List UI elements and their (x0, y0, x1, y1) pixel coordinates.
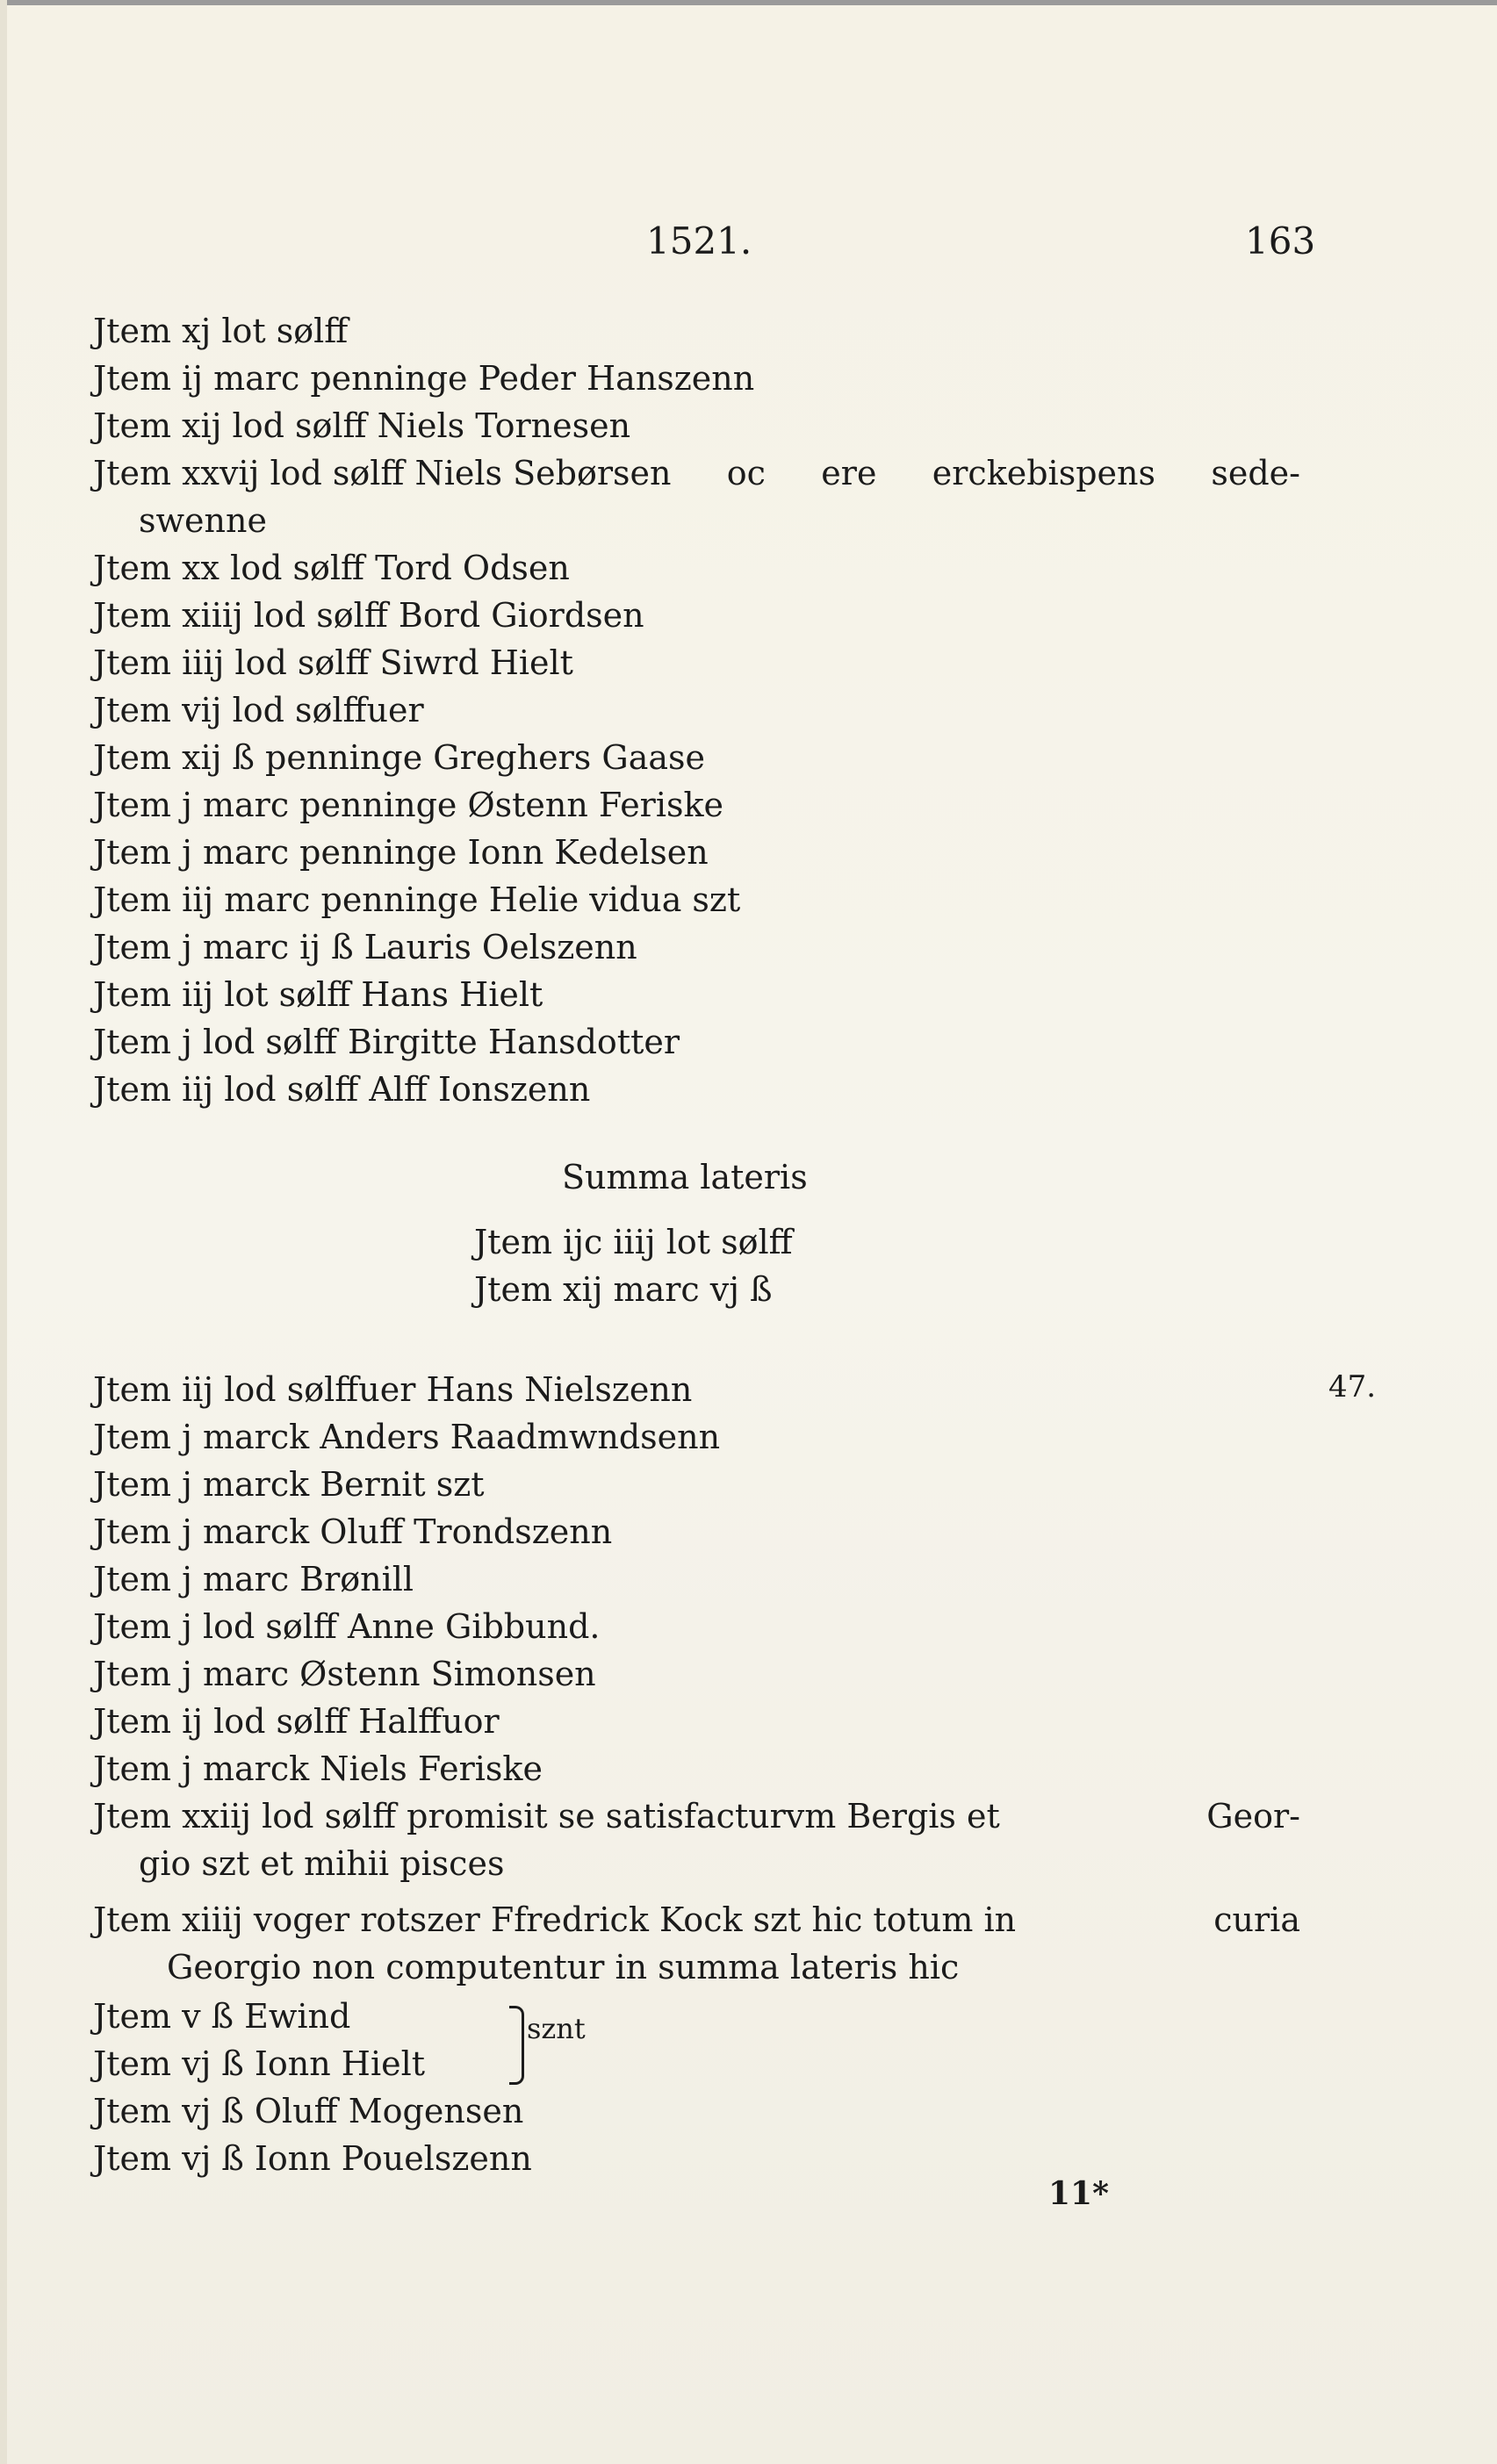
ledger-line: Jtem j marc penninge Ionn Kedelsen (93, 833, 709, 872)
ledger-line-segment: Jtem xxiij lod sølff promisit se satisfacturvm Bergis et (93, 1797, 1000, 1835)
ledger-line-segment: curia (1213, 1900, 1300, 1939)
ledger-line-continuation: Georgio non computentur in summa lateris hic (167, 1948, 960, 1986)
ledger-line: Jtem xx lod sølff Tord Odsen (93, 549, 570, 587)
ledger-line-long (93, 1792, 1300, 1840)
ledger-line: Jtem ij marc penninge Peder Hanszenn (93, 359, 755, 398)
ledger-line-segment: sede- (1211, 454, 1300, 492)
scan-top-edge (0, 0, 1497, 5)
ledger-line-segment: Geor- (1206, 1797, 1300, 1835)
ledger-line: Jtem j marc Brønill (93, 1560, 414, 1598)
ledger-line: Jtem j lod sølff Birgitte Hansdotter (93, 1023, 680, 1061)
ledger-line: Jtem j marc ij ß Lauris Oelszenn (93, 928, 637, 966)
curly-brace (509, 2006, 524, 2085)
printer-signature: 11* (1048, 2175, 1109, 2212)
ledger-line-segment: ere (821, 454, 877, 492)
ledger-line: Jtem iij lod sølff Alff Ionszenn (93, 1070, 591, 1109)
ledger-line: Jtem xiiij lod sølff Bord Giordsen (93, 596, 644, 635)
page-number: 163 (1245, 219, 1316, 262)
summa-line: Jtem xij marc vj ß (474, 1270, 773, 1309)
ledger-line-continuation: swenne (139, 501, 267, 540)
ledger-line: Jtem iij lot sølff Hans Hielt (93, 975, 543, 1014)
ledger-line: Jtem v ß Ewind (93, 1997, 351, 2036)
ledger-line-long (93, 1896, 1300, 1943)
ledger-line: Jtem j marck Anders Raadmwndsenn (93, 1418, 721, 1456)
ledger-line: Jtem j marc penninge Østenn Feriske (93, 786, 724, 824)
ledger-line: Jtem xj lot sølff (93, 312, 349, 350)
ledger-line-segment: Jtem xiiij voger rotszer Ffredrick Kock szt hic totum in (93, 1900, 1017, 1939)
ledger-line: Jtem vj ß Ionn Hielt (93, 2044, 426, 2083)
ledger-line-continuation: gio szt et mihii pisces (139, 1844, 505, 1883)
ledger-line: Jtem vij lod sølffuer (93, 691, 424, 729)
ledger-line: Jtem j marck Niels Feriske (93, 1749, 543, 1788)
ledger-line: Jtem vj ß Ionn Pouelszenn (93, 2139, 532, 2178)
ledger-line: Jtem vj ß Oluff Mogensen (93, 2092, 524, 2130)
ledger-line: Jtem ij lod sølff Halffuor (93, 1702, 500, 1741)
ledger-line-long (93, 449, 1300, 497)
summa-line: Jtem ijc iiij lot sølff (474, 1223, 793, 1261)
summa-title: Summa lateris (562, 1158, 808, 1196)
margin-note: 47. (1328, 1369, 1377, 1404)
ledger-line: Jtem iij lod sølffuer Hans Nielszenn (93, 1370, 693, 1409)
ledger-line-segment: erckebispens (932, 454, 1155, 492)
page-year: 1521. (646, 219, 752, 262)
ledger-line-segment: oc (726, 454, 766, 492)
ledger-line: Jtem j marck Oluff Trondszenn (93, 1512, 613, 1551)
brace-label: sznt (527, 2012, 586, 2045)
ledger-line: Jtem j marc Østenn Simonsen (93, 1655, 596, 1693)
ledger-line: Jtem j lod sølff Anne Gibbund. (93, 1607, 601, 1646)
ledger-line: Jtem xij lod sølff Niels Tornesen (93, 406, 631, 445)
ledger-line: Jtem iiij lod sølff Siwrd Hielt (93, 643, 573, 682)
ledger-line: Jtem j marck Bernit szt (93, 1465, 485, 1504)
scan-left-edge (0, 0, 7, 2464)
ledger-line-segment: Jtem xxvij lod sølff Niels Sebørsen (93, 454, 672, 492)
ledger-line: Jtem iij marc penninge Helie vidua szt (93, 880, 741, 919)
ledger-line: Jtem xij ß penninge Greghers Gaase (93, 738, 705, 777)
